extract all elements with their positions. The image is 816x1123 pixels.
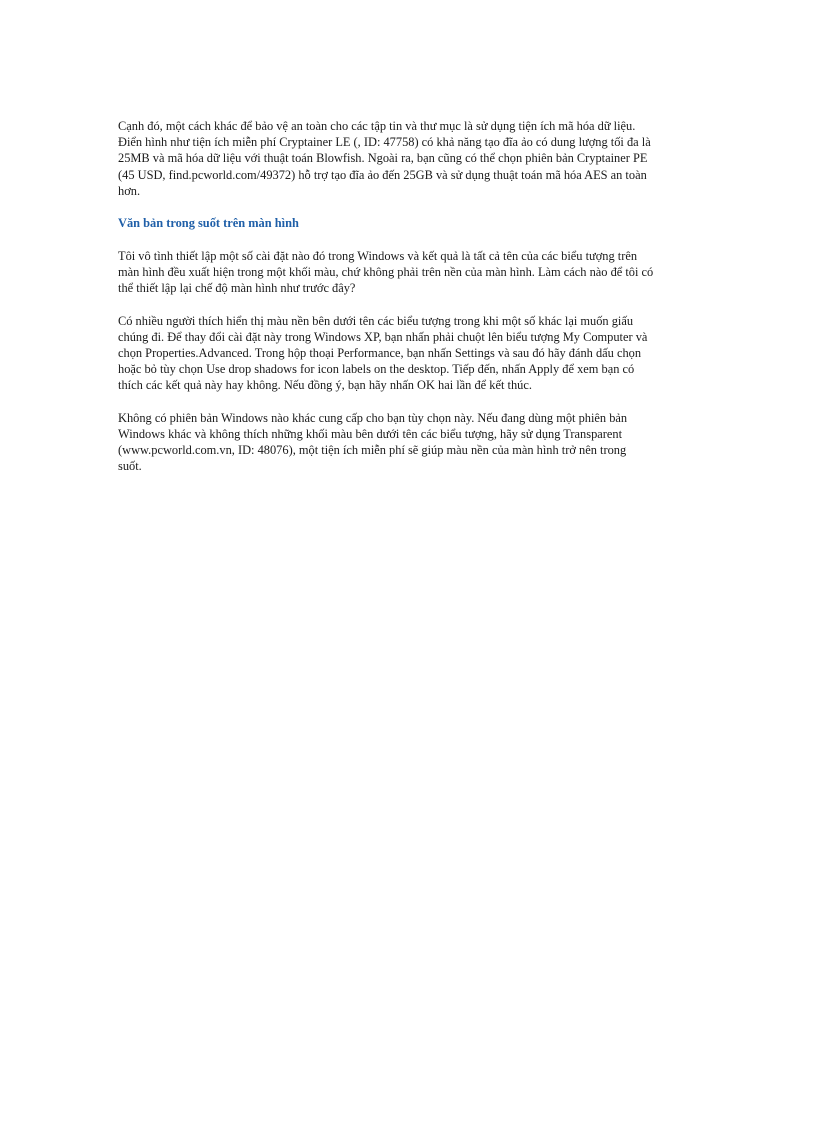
text-line: (www.pcworld.com.vn, ID: 48076), một tiện ích miễn phí sẽ giúp màu nền của màn hình trở nên trong [118,443,627,458]
text-line: Điển hình như tiện ích miễn phí Cryptainer LE (, ID: 47758) có khả năng tạo đĩa ảo có dung lượng tối đa là [118,135,651,150]
text-line: màn hình đều xuất hiện trong một khối màu, chứ không phải trên nền của màn hình. Làm cách nào để tôi có [118,265,654,280]
document-page [118,118,703,490]
text-line: Cạnh đó, một cách khác để bảo vệ an toàn cho các tập tin và thư mục là sử dụng tiện ích mã hóa dữ liệu. [118,119,636,133]
text-line: chúng đi. Để thay đổi cài đặt này trong Windows XP, bạn nhấn phải chuột lên biểu tượng My Computer và [118,329,648,344]
text-line: suốt. [118,459,142,474]
section-heading: Văn bản trong suốt trên màn hình [118,216,299,231]
paragraph-question [118,248,703,297]
text-line: Có nhiều người thích hiển thị màu nền bên dưới tên các biểu tượng trong khi một số khác lại muốn giấu [118,313,634,328]
text-line: Tôi vô tình thiết lập một số cài đặt nào đó trong Windows và kết quả là tất cả tên của các biểu tượng trên [118,249,638,264]
paragraph-answer [118,313,703,394]
text-line: hoặc bỏ tùy chọn Use drop shadows for icon labels on the desktop. Tiếp đến, nhấn Apply để xem bạn có [118,362,635,377]
text-line: chọn Properties.Advanced. Trong hộp thoại Performance, bạn nhấn Settings và sau đó hãy đánh dấu chọn [118,346,642,361]
text-line: (45 USD, find.pcworld.com/49372) hỗ trợ tạo đĩa ảo đến 25GB và sử dụng thuật toán mã hóa AES an toàn [118,167,647,182]
text-line: thể thiết lập lại chế độ màn hình như trước đây? [118,281,356,296]
paragraph-encryption [118,118,703,199]
text-line: Windows khác và không thích những khối màu bên dưới tên các biểu tượng, hãy sử dụng Transparent [118,426,623,441]
text-line: thích các kết quả này hay không. Nếu đồng ý, bạn hãy nhấn OK hai lần để kết thúc. [118,378,532,393]
text-line: hơn. [118,183,141,198]
text-line: 25MB và mã hóa dữ liệu với thuật toán Blowfish. Ngoài ra, bạn cũng có thể chọn phiên bản Cryptainer PE [118,151,648,166]
text-line: Không có phiên bản Windows nào khác cung cấp cho bạn tùy chọn này. Nếu đang dùng một phiên bản [118,410,628,425]
paragraph-transparent-tool [118,410,703,475]
